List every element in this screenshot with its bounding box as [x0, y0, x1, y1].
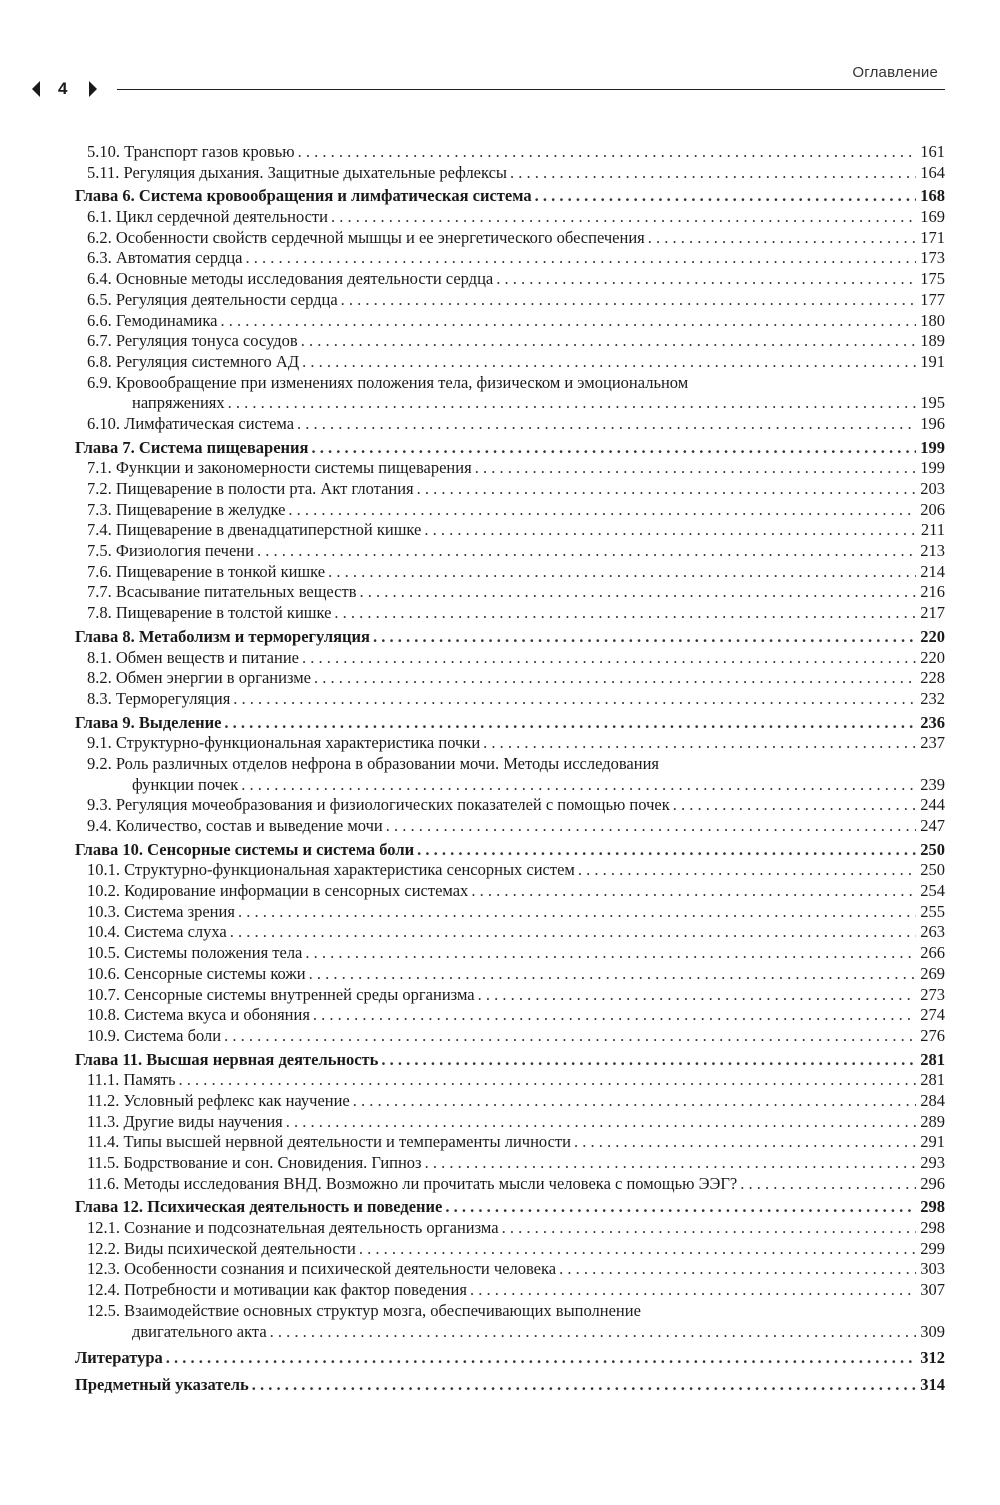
toc-entry-title: 10.7. Сенсорные системы внутренней среды организма — [87, 984, 475, 1004]
dot-leader — [425, 1153, 916, 1174]
toc-section-entry[interactable] — [75, 163, 945, 184]
dot-leader — [313, 1005, 916, 1026]
toc-page-number: 168 — [920, 186, 945, 206]
dot-leader — [673, 795, 916, 816]
toc-entry-title: 7.1. Функции и закономерности системы пищеварения — [87, 458, 472, 478]
toc-entry-title: 10.4. Система слуха — [87, 922, 227, 942]
toc-entry-title: 6.10. Лимфатическая система — [87, 413, 295, 433]
toc-section-entry[interactable] — [75, 922, 945, 943]
page-header — [0, 0, 1000, 110]
toc-entry-title: Глава 12. Психическая деятельность и поведение — [75, 1197, 443, 1217]
toc-entry-title: 10.2. Кодирование информации в сенсорных системах — [87, 881, 469, 901]
toc-page-number: 269 — [920, 963, 945, 983]
toc-page-number: 199 — [920, 437, 945, 457]
toc-section-continuation[interactable] — [75, 1322, 945, 1343]
toc-section-entry[interactable] — [75, 603, 945, 624]
toc-entry-title: 6.5. Регуляция деятельности сердца — [87, 289, 338, 309]
dot-leader — [257, 541, 916, 562]
toc-section-entry[interactable] — [75, 500, 945, 521]
toc-entry-title: 6.3. Автоматия сердца — [87, 248, 243, 268]
toc-page-number: 214 — [920, 561, 945, 581]
dot-leader — [331, 207, 916, 228]
toc-page-number: 281 — [920, 1049, 945, 1069]
dot-leader — [341, 290, 916, 311]
toc-chapter-entry[interactable] — [75, 438, 945, 459]
dot-leader — [334, 603, 916, 624]
toc-section-entry[interactable] — [75, 648, 945, 669]
toc-section-entry[interactable] — [75, 541, 945, 562]
toc-page-number: 169 — [920, 207, 945, 227]
toc-section-entry[interactable] — [75, 881, 945, 902]
toc-entry-title: 10.6. Сенсорные системы кожи — [87, 963, 306, 983]
toc-section-entry[interactable] — [75, 985, 945, 1006]
dot-leader — [353, 1091, 916, 1112]
dot-leader — [224, 1026, 916, 1047]
toc-entry-title: 9.2. Роль различных отделов нефрона в образовании мочи. Методы исследования — [87, 753, 659, 773]
dot-leader — [179, 1070, 916, 1091]
dot-leader — [328, 562, 916, 583]
toc-backmatter-entry[interactable] — [75, 1348, 945, 1369]
dot-leader — [311, 438, 916, 459]
toc-entry-title: 11.2. Условный рефлекс как научение — [87, 1090, 350, 1110]
toc-page-number: 255 — [920, 901, 945, 921]
toc-page-number: 236 — [920, 712, 945, 732]
dot-leader — [359, 582, 916, 603]
dot-leader — [166, 1348, 916, 1369]
dot-leader — [502, 1218, 916, 1239]
triangle-left-icon — [32, 81, 40, 97]
toc-section-entry[interactable] — [75, 142, 945, 163]
toc-entry-title: 9.1. Структурно-функциональная характеристика почки — [87, 733, 481, 753]
dot-leader — [297, 414, 916, 435]
toc-section-entry[interactable] — [75, 1091, 945, 1112]
toc-section-entry[interactable] — [75, 373, 945, 394]
toc-section-entry[interactable] — [75, 331, 945, 352]
dot-leader — [471, 881, 916, 902]
toc-section-entry[interactable] — [75, 1301, 945, 1322]
dot-leader — [241, 775, 916, 796]
toc-page-number: 175 — [920, 269, 945, 289]
toc-chapter-entry[interactable] — [75, 840, 945, 861]
toc-chapter-entry[interactable] — [75, 713, 945, 734]
dot-leader — [648, 228, 916, 249]
toc-entry-title: Предметный указатель — [75, 1374, 249, 1394]
toc-entry-title: функции почек — [132, 774, 239, 794]
toc-page-number: 220 — [920, 626, 945, 646]
triangle-right-icon — [89, 81, 97, 97]
dot-leader — [224, 713, 916, 734]
toc-chapter-entry[interactable] — [75, 1050, 945, 1071]
toc-page-number: 276 — [920, 1025, 945, 1045]
toc-page-number: 312 — [920, 1348, 945, 1368]
toc-entry-title: Глава 9. Выделение — [75, 712, 222, 732]
toc-entry-title: 8.1. Обмен веществ и питание — [87, 647, 299, 667]
toc-entry-title: двигательного акта — [132, 1321, 267, 1341]
toc-entry-title: 12.3. Особенности сознания и психической деятельности человека — [87, 1259, 557, 1279]
toc-entry-title: 10.5. Системы положения тела — [87, 943, 303, 963]
dot-leader — [309, 964, 916, 985]
toc-page-number: 196 — [920, 413, 945, 433]
dot-leader — [424, 520, 916, 541]
dot-leader — [230, 922, 916, 943]
toc-entry-title: 6.6. Гемодинамика — [87, 310, 218, 330]
toc-backmatter-entry[interactable] — [75, 1375, 945, 1396]
dot-leader — [252, 1375, 916, 1396]
toc-section-entry[interactable] — [75, 290, 945, 311]
toc-entry-title: 10.1. Структурно-функциональная характеристика сенсорных систем — [87, 860, 575, 880]
toc-page-number: 299 — [920, 1238, 945, 1258]
toc-page-number: 289 — [920, 1111, 945, 1131]
toc-entry-title: 11.5. Бодрствование и сон. Сновидения. Гипноз — [87, 1153, 422, 1172]
toc-section-entry[interactable] — [75, 902, 945, 923]
page-number: 4 — [58, 79, 68, 98]
toc-page-number: 298 — [920, 1218, 945, 1238]
toc-page-number: 296 — [920, 1173, 945, 1193]
toc-entry-title: Литература — [75, 1348, 163, 1368]
toc-entry-title: Глава 6. Система кровообращения и лимфатическая система — [75, 186, 532, 206]
toc-page-number: 247 — [920, 816, 945, 835]
toc-entry-title: 11.6. Методы исследования ВНД. Возможно ли прочитать мысли человека с помощью ЭЭГ? — [87, 1173, 738, 1193]
toc-entry-title: 12.5. Взаимодействие основных структур мозга, обеспечивающих выполнение — [87, 1300, 641, 1320]
toc-page-number: 284 — [920, 1090, 945, 1110]
toc-section-entry[interactable] — [75, 582, 945, 603]
toc-section-entry[interactable] — [75, 207, 945, 228]
toc-chapter-entry[interactable] — [75, 627, 945, 648]
toc-section-entry[interactable] — [75, 248, 945, 269]
toc-page-number: 173 — [920, 248, 945, 268]
dot-leader — [270, 1322, 916, 1343]
toc-section-entry[interactable] — [75, 414, 945, 435]
toc-page-number: 266 — [920, 943, 945, 963]
toc-entry-title: Глава 11. Высшая нервная деятельность — [75, 1049, 379, 1069]
toc-entry-title: 5.10. Транспорт газов кровью — [87, 142, 295, 161]
toc-entry-title: 7.4. Пищеварение в двенадцатиперстной кишке — [87, 520, 422, 540]
toc-section-entry[interactable] — [75, 668, 945, 689]
toc-page-number: 195 — [920, 393, 945, 413]
toc-section-continuation[interactable] — [75, 393, 945, 414]
toc-entry-title: Глава 8. Метаболизм и терморегуляция — [75, 626, 370, 646]
dot-leader — [578, 860, 916, 881]
toc-page-number: 303 — [920, 1259, 945, 1279]
running-title: Оглавление — [852, 64, 938, 81]
toc-entry-title: Глава 10. Сенсорные системы и система боли — [75, 839, 415, 859]
toc-page-number: 206 — [920, 499, 945, 519]
toc-entry-title: 12.4. Потребности и мотивации как фактор поведения — [87, 1280, 467, 1300]
toc-entry-title: 9.4. Количество, состав и выведение мочи — [87, 816, 383, 835]
toc-page-number: 309 — [920, 1321, 945, 1341]
dot-leader — [470, 1280, 916, 1301]
toc-entry-title: 9.3. Регуляция мочеобразования и физиологических показателей с помощью почек — [87, 795, 670, 815]
toc-page-number: 239 — [920, 774, 945, 794]
toc-page-number: 211 — [920, 520, 945, 540]
toc-section-entry[interactable] — [75, 1280, 945, 1301]
dot-leader — [381, 1050, 916, 1071]
dot-leader — [417, 479, 916, 500]
dot-leader — [246, 248, 916, 269]
toc-section-entry[interactable] — [75, 1026, 945, 1047]
toc-section-entry[interactable] — [75, 311, 945, 332]
toc-page-number: 244 — [920, 795, 945, 815]
toc-section-entry[interactable] — [75, 458, 945, 479]
toc-entry-title: 7.5. Физиология печени — [87, 541, 254, 561]
dot-leader — [510, 163, 916, 184]
toc-section-entry[interactable] — [75, 1259, 945, 1280]
toc-page-number: 274 — [920, 1005, 945, 1025]
toc-entry-title: 6.1. Цикл сердечной деятельности — [87, 207, 328, 227]
toc-page-number: 217 — [920, 603, 945, 623]
dot-leader — [496, 269, 916, 290]
page-number-nav — [32, 79, 97, 99]
table-of-contents — [75, 142, 945, 1396]
toc-entry-title: 7.8. Пищеварение в толстой кишке — [87, 603, 332, 623]
toc-page-number: 203 — [920, 479, 945, 498]
header-rule — [117, 89, 945, 90]
toc-section-entry[interactable] — [75, 689, 945, 710]
dot-leader — [305, 943, 916, 964]
toc-entry-title: 11.4. Типы высшей нервной деятельности и темпераменты личности — [87, 1132, 571, 1152]
toc-section-entry[interactable] — [75, 1005, 945, 1026]
dot-leader — [475, 458, 916, 479]
toc-page-number: 263 — [920, 922, 945, 942]
dot-leader — [298, 142, 916, 163]
toc-section-entry[interactable] — [75, 795, 945, 816]
dot-leader — [286, 1112, 916, 1133]
dot-leader — [238, 902, 916, 923]
toc-page-number: 164 — [920, 162, 945, 182]
toc-page-number: 180 — [920, 310, 945, 330]
dot-leader — [559, 1259, 916, 1280]
toc-page-number: 293 — [920, 1153, 945, 1172]
toc-entry-title: 6.4. Основные методы исследования деятельности сердца — [87, 269, 494, 289]
toc-entry-title: 5.11. Регуляция дыхания. Защитные дыхательные рефлексы — [87, 162, 508, 182]
toc-section-entry[interactable] — [75, 816, 945, 837]
dot-leader — [417, 840, 916, 861]
toc-page-number: 177 — [920, 289, 945, 309]
toc-section-entry[interactable] — [75, 1153, 945, 1174]
toc-entry-title: 10.3. Система зрения — [87, 901, 235, 921]
toc-section-entry[interactable] — [75, 479, 945, 500]
dot-leader — [373, 627, 916, 648]
dot-leader — [574, 1132, 916, 1153]
toc-page-number: 199 — [920, 458, 945, 478]
toc-section-entry[interactable] — [75, 860, 945, 881]
toc-page-number: 216 — [920, 582, 945, 602]
dot-leader — [359, 1239, 916, 1260]
toc-page-number: 307 — [920, 1280, 945, 1300]
toc-chapter-entry[interactable] — [75, 186, 945, 207]
toc-page-number: 220 — [920, 647, 945, 667]
toc-page-number: 232 — [920, 688, 945, 708]
toc-page-number: 189 — [920, 331, 945, 351]
toc-entry-title: 7.6. Пищеварение в тонкой кишке — [87, 561, 326, 581]
toc-page-number: 171 — [920, 227, 945, 247]
toc-entry-title: напряжениях — [132, 393, 225, 413]
toc-entry-title: 7.2. Пищеварение в полости рта. Акт глотания — [87, 479, 414, 498]
dot-leader — [233, 689, 916, 710]
toc-page-number: 250 — [920, 860, 945, 880]
dot-leader — [314, 668, 916, 689]
toc-section-entry[interactable] — [75, 269, 945, 290]
toc-section-entry[interactable] — [75, 943, 945, 964]
dot-leader — [220, 311, 916, 332]
toc-section-entry[interactable] — [75, 1218, 945, 1239]
toc-section-entry[interactable] — [75, 1132, 945, 1153]
toc-page-number: 298 — [920, 1197, 945, 1217]
toc-section-entry[interactable] — [75, 1174, 945, 1195]
toc-page-number: 191 — [920, 351, 945, 371]
toc-entry-title: 6.2. Особенности свойств сердечной мышцы и ее энергетического обеспечения — [87, 227, 645, 247]
dot-leader — [288, 500, 916, 521]
dot-leader — [302, 648, 916, 669]
toc-entry-title: 6.7. Регуляция тонуса сосудов — [87, 331, 298, 351]
toc-section-entry[interactable] — [75, 964, 945, 985]
toc-page-number: 161 — [920, 142, 945, 161]
toc-entry-title: 7.3. Пищеварение в желудке — [87, 499, 286, 519]
toc-entry-title: Глава 7. Система пищеварения — [75, 437, 309, 457]
toc-page-number: 273 — [920, 984, 945, 1004]
toc-section-entry[interactable] — [75, 1070, 945, 1091]
dot-leader — [228, 393, 916, 414]
toc-page-number: 314 — [920, 1374, 945, 1394]
toc-page-number: 228 — [920, 668, 945, 688]
dot-leader — [478, 985, 916, 1006]
toc-section-entry[interactable] — [75, 352, 945, 373]
toc-entry-title: 11.3. Другие виды научения — [87, 1111, 283, 1131]
toc-page-number: 213 — [920, 541, 945, 561]
toc-section-entry[interactable] — [75, 520, 945, 541]
toc-page-number: 237 — [920, 733, 945, 753]
toc-section-entry[interactable] — [75, 1239, 945, 1260]
toc-section-continuation[interactable] — [75, 775, 945, 796]
toc-page-number: 254 — [920, 881, 945, 901]
toc-section-entry[interactable] — [75, 754, 945, 775]
dot-leader — [535, 186, 916, 207]
toc-entry-title: 10.8. Система вкуса и обоняния — [87, 1005, 310, 1025]
toc-entry-title: 8.3. Терморегуляция — [87, 688, 231, 708]
toc-section-entry[interactable] — [75, 1112, 945, 1133]
toc-entry-title: 6.8. Регуляция системного АД — [87, 351, 300, 371]
toc-entry-title: 12.2. Виды психической деятельности — [87, 1238, 356, 1258]
dot-leader — [301, 331, 916, 352]
toc-entry-title: 8.2. Обмен энергии в организме — [87, 668, 311, 688]
toc-page-number: 250 — [920, 839, 945, 859]
toc-entry-title: 10.9. Система боли — [87, 1025, 222, 1045]
dot-leader — [386, 816, 916, 837]
toc-page-number: 281 — [920, 1070, 945, 1090]
toc-section-entry[interactable] — [75, 733, 945, 754]
toc-section-entry[interactable] — [75, 562, 945, 583]
toc-entry-title: 7.7. Всасывание питательных веществ — [87, 582, 357, 602]
dot-leader — [302, 352, 916, 373]
dot-leader — [445, 1197, 916, 1218]
dot-leader — [740, 1174, 916, 1195]
toc-chapter-entry[interactable] — [75, 1197, 945, 1218]
toc-page-number: 291 — [920, 1132, 945, 1152]
dot-leader — [483, 733, 916, 754]
toc-entry-title: 6.9. Кровообращение при изменениях положения тела, физическом и эмоциональном — [87, 372, 689, 392]
toc-entry-title: 12.1. Сознание и подсознательная деятельность организма — [87, 1218, 499, 1238]
toc-entry-title: 11.1. Память — [87, 1070, 176, 1090]
toc-section-entry[interactable] — [75, 228, 945, 249]
